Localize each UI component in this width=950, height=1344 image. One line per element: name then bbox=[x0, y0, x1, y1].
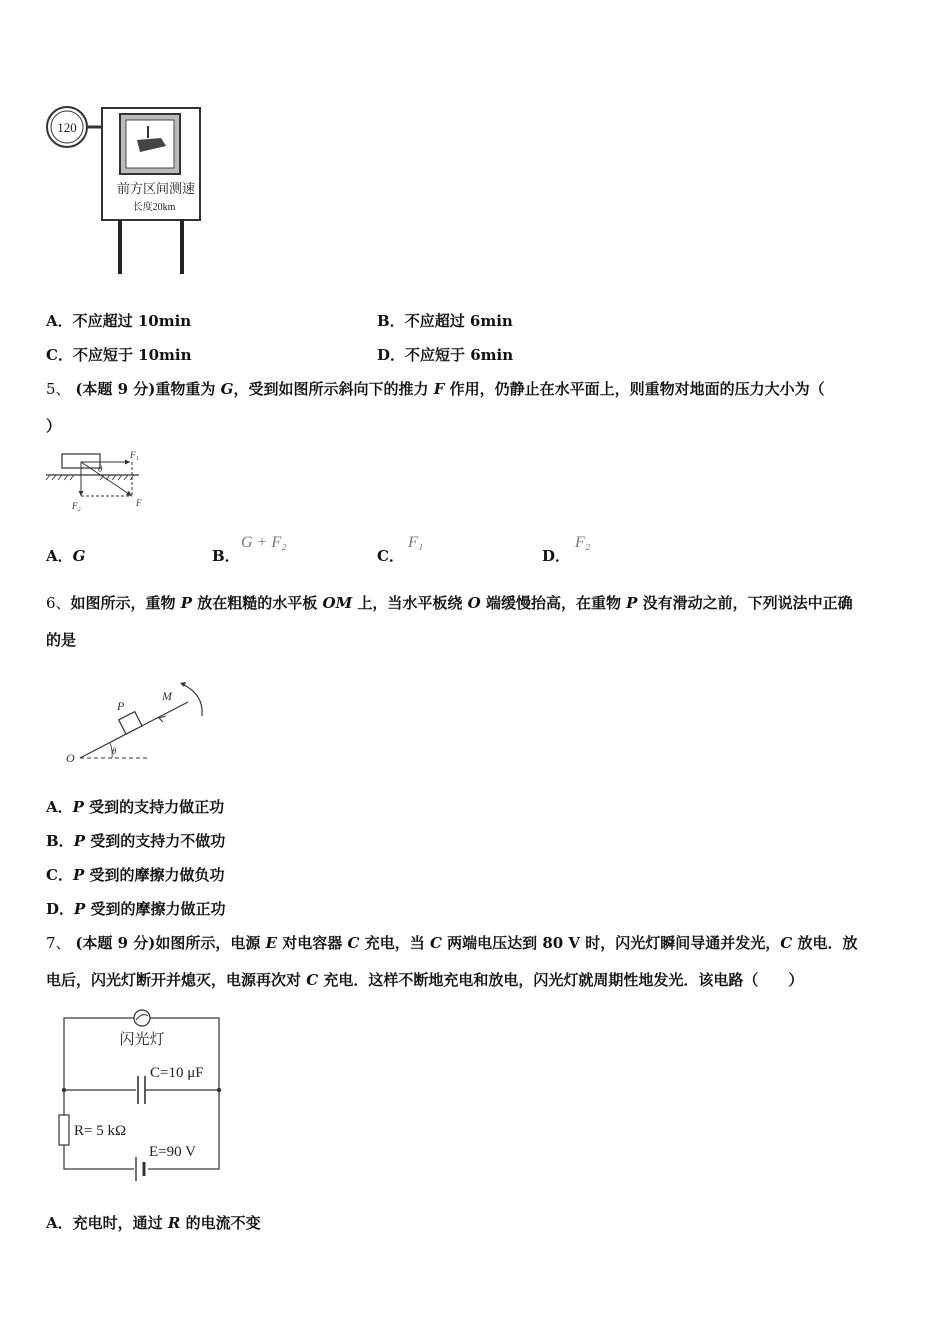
q5-option-b-formula: G + F₂ bbox=[241, 534, 287, 551]
q6-option-b: B．P 受到的支持力不做功 bbox=[46, 832, 226, 850]
q7-fig-cap: C=10 μF bbox=[150, 1065, 204, 1081]
speed-limit-label: 120 bbox=[57, 120, 77, 135]
q4-option-b: B．不应超过 6min bbox=[377, 312, 513, 330]
q6-fig-m: M bbox=[162, 689, 172, 703]
q6-fig-o: O bbox=[66, 751, 75, 765]
speed-sign-figure bbox=[44, 100, 209, 278]
q5-option-a: A．G bbox=[46, 547, 86, 565]
q5-fig-f2: F₂ bbox=[72, 501, 81, 511]
q6-option-a: A．P 受到的支持力做正功 bbox=[46, 798, 225, 816]
q5-fig-theta: θ bbox=[98, 464, 103, 474]
q5-option-c-formula: F₁ bbox=[408, 534, 424, 551]
q7-circuit-figure bbox=[54, 1004, 226, 1182]
q7-fig-lamp: 闪光灯 bbox=[119, 1032, 165, 1048]
q5-option-d-formula: F₂ bbox=[575, 534, 591, 551]
q6-stem-line2: 的是 bbox=[46, 631, 77, 649]
q5-fig-f1: F₁ bbox=[130, 450, 139, 460]
q7-fig-emf: E=90 V bbox=[149, 1144, 196, 1160]
q5-option-c: C． bbox=[377, 547, 404, 565]
q5-fig-f: F bbox=[136, 498, 142, 508]
q5-force-figure bbox=[44, 448, 154, 514]
sign-text-2: 长度20km bbox=[132, 202, 176, 213]
q7-fig-res: R= 5 kΩ bbox=[74, 1123, 127, 1139]
q5-stem-line1: 5、 (本题 9 分)重物重为 G，受到如图所示斜向下的推力 F 作用，仍静止在水平面上，则重物对地面的压力大小为（ bbox=[46, 380, 825, 398]
q5-option-b: B． bbox=[212, 547, 240, 565]
q7-option-a: A．充电时，通过 R 的电流不变 bbox=[46, 1214, 261, 1232]
q4-option-c: C．不应短于 10min bbox=[46, 346, 192, 364]
q7-stem-line2: 电后，闪光灯断开并熄灭，电源再次对 C 充电．这样不断地充电和放电，闪光灯就周期性地发光．该电路（ ） bbox=[46, 971, 804, 989]
q7-stem-line1: 7、 (本题 9 分)如图所示，电源 E 对电容器 C 充电，当 C 两端电压达到 80 V 时，闪光灯瞬间导通并发光，C 放电．放 bbox=[46, 934, 858, 952]
q6-option-d: D．P 受到的摩擦力做正功 bbox=[46, 900, 226, 918]
sign-text-1: 前方区间测速 bbox=[116, 181, 196, 196]
q6-option-c: C．P 受到的摩擦力做负功 bbox=[46, 866, 225, 884]
q4-option-d: D．不应短于 6min bbox=[377, 346, 514, 364]
q5-stem-line2: ） bbox=[46, 417, 62, 435]
q6-stem-line1: 6、如图所示，重物 P 放在粗糙的水平板 OM 上，当水平板绕 O 端缓慢抬高，在重物 P 没有滑动之前，下列说法中正确 bbox=[46, 594, 853, 612]
q5-option-d: D． bbox=[542, 547, 571, 565]
q6-fig-p: P bbox=[117, 699, 125, 713]
q6-incline-figure bbox=[62, 672, 212, 768]
q4-option-a: A．不应超过 10min bbox=[46, 312, 192, 330]
q6-fig-theta: θ bbox=[112, 746, 117, 756]
